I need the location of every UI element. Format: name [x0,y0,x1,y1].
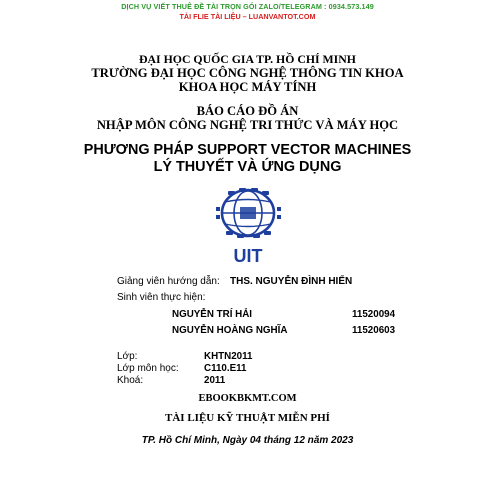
uit-logo-text: UIT [233,246,263,266]
title-line-2: LÝ THUYẾT VÀ ỨNG DỤNG [153,159,342,175]
instructor-label: Giảng viên hướng dẫn: [117,276,220,287]
service-banner: DỊCH VỤ VIẾT THUÊ ĐỀ TÀI TRỌN GÓI ZALO/TELEGRAM : 0934.573.149 [121,2,374,11]
title-line-1: PHƯƠNG PHÁP SUPPORT VECTOR MACHINES [83,142,412,158]
school-name: TRƯỜNG ĐẠI HỌC CÔNG NGHỆ THÔNG TIN KHOA [91,66,404,80]
student-name-1: NGUYỄN TRÍ HẢI [172,309,253,320]
students-label: Sinh viên thực hiện: [117,292,206,303]
site-slogan: TÀI LIỆU KỸ THUẬT MIỄN PHÍ [165,412,330,424]
university-name: ĐẠI HỌC QUỐC GIA TP. HỒ CHÍ MINH [139,52,356,66]
cohort-value: 2011 [204,375,226,386]
student-id-1: 11520094 [352,309,396,320]
course-class-value: C110.E11 [204,363,247,374]
uit-logo-icon [196,185,301,267]
cohort-label: Khoá: [117,375,144,386]
site-name: EBOOKBKMT.COM [198,393,297,404]
class-label: Lớp: [117,351,138,362]
report-type: BÁO CÁO ĐỒ ÁN [196,104,299,118]
place-date: TP. Hồ Chí Minh, Ngày 04 tháng 12 năm 2023 [141,435,354,446]
student-name-2: NGUYỄN HOÀNG NGHĨA [172,325,288,336]
course-class-label: Lớp môn học: [117,363,179,374]
uit-logo [196,185,301,267]
student-id-2: 11520603 [352,325,396,336]
instructor-name: THS. NGUYỄN ĐÌNH HIỂN [230,276,353,287]
faculty-name: KHOA HỌC MÁY TÍNH [178,80,317,94]
class-value: KHTN2011 [204,351,253,362]
download-banner: TẢI FLIE TÀI LIỆU – LUANVANTOT.COM [179,12,316,21]
course-name: NHẬP MÔN CÔNG NGHỆ TRI THỨC VÀ MÁY HỌC [96,118,399,132]
